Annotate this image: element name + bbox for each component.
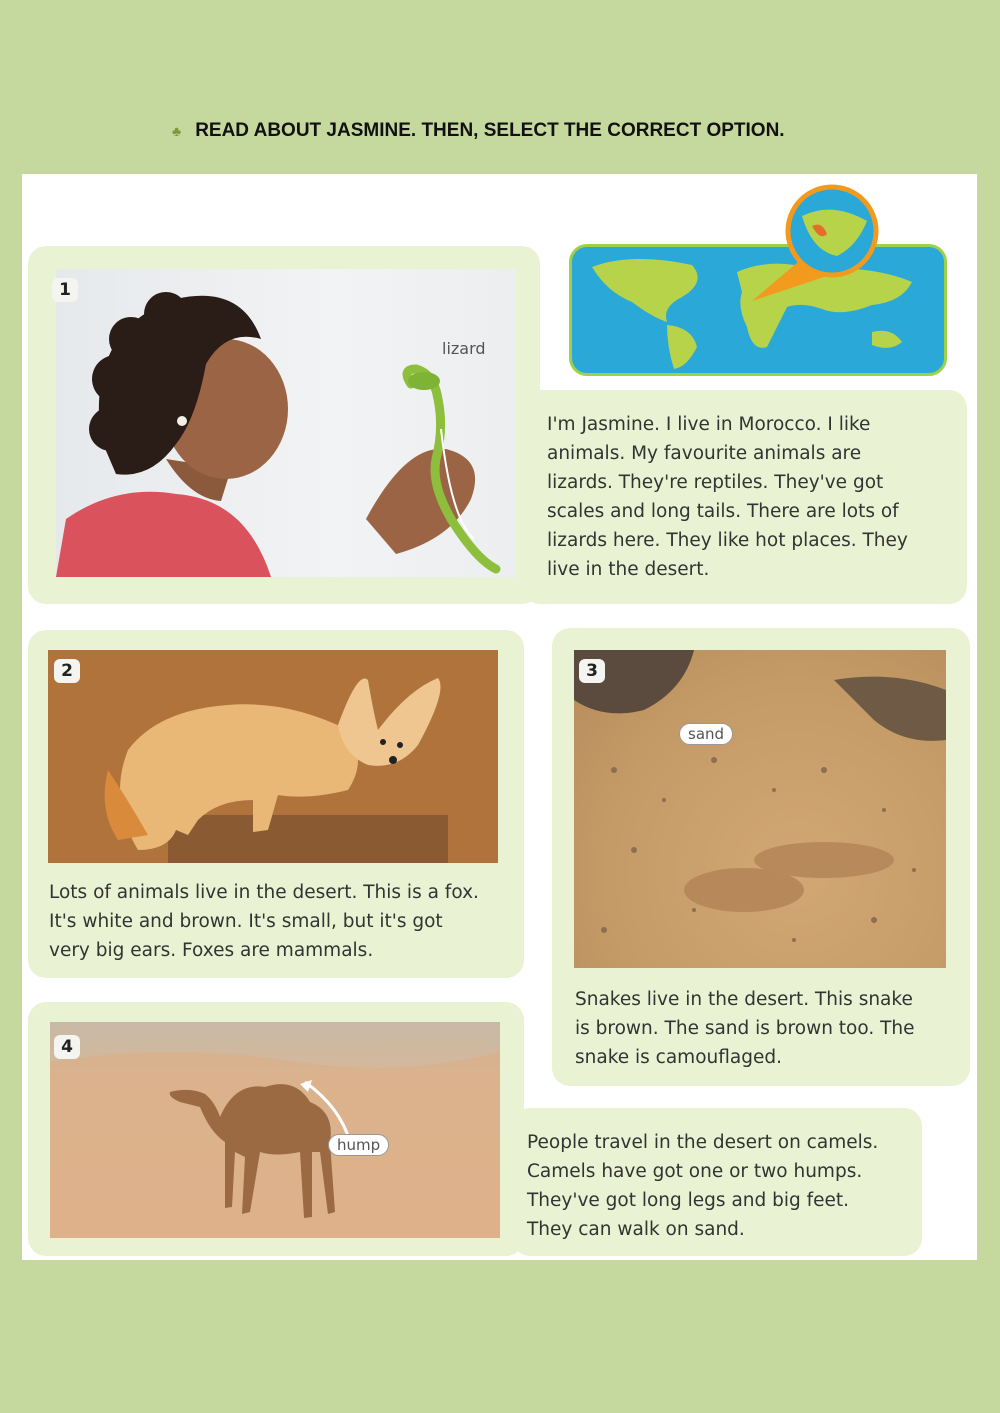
snake-line-3: snake is camouflaged. — [575, 1047, 782, 1068]
worksheet-page — [22, 174, 977, 1260]
fox-text — [49, 878, 479, 965]
lizard-label: lizard — [442, 339, 486, 358]
jasmine-line-1: I'm Jasmine. I live in Morocco. I like — [547, 414, 871, 435]
jasmine-line-3: lizards. They're reptiles. They've got — [547, 472, 884, 493]
fox-line-1: Lots of animals live in the desert. This is a fox. — [49, 882, 479, 903]
fox-line-2: It's white and brown. It's small, but it's got — [49, 911, 443, 932]
instruction-heading — [172, 120, 785, 142]
jasmine-text — [547, 410, 908, 584]
jasmine-line-6: live in the desert. — [547, 559, 710, 580]
fox-photo — [48, 650, 498, 863]
jasmine-line-5: lizards here. They like hot places. They — [547, 530, 908, 551]
sand-label: sand — [679, 723, 733, 745]
section-number-2: 2 — [54, 659, 80, 683]
camel-line-1: People travel in the desert on camels. — [527, 1132, 879, 1153]
jasmine-line-4: scales and long tails. There are lots of — [547, 501, 899, 522]
hump-label: hump — [328, 1134, 389, 1156]
instruction-text: READ ABOUT JASMINE. THEN, SELECT THE CORRECT OPTION. — [195, 120, 785, 141]
clover-bullet-icon: ♣ — [172, 123, 182, 139]
camel-line-2: Camels have got one or two humps. — [527, 1161, 863, 1182]
camel-photo — [50, 1022, 500, 1238]
camel-line-4: They can walk on sand. — [527, 1219, 745, 1240]
snake-photo — [574, 650, 946, 968]
fox-line-3: very big ears. Foxes are mammals. — [49, 940, 374, 961]
section-number-1: 1 — [52, 278, 78, 302]
jasmine-line-2: animals. My favourite animals are — [547, 443, 862, 464]
section-number-3: 3 — [579, 659, 605, 683]
snake-line-2: is brown. The sand is brown too. The — [575, 1018, 915, 1039]
jasmine-photo — [56, 269, 516, 577]
map-zoom-callout — [782, 186, 872, 276]
snake-text — [575, 985, 915, 1072]
camel-text — [527, 1128, 878, 1244]
snake-line-1: Snakes live in the desert. This snake — [575, 989, 913, 1010]
camel-line-3: They've got long legs and big feet. — [527, 1190, 850, 1211]
section-number-4: 4 — [54, 1035, 80, 1059]
